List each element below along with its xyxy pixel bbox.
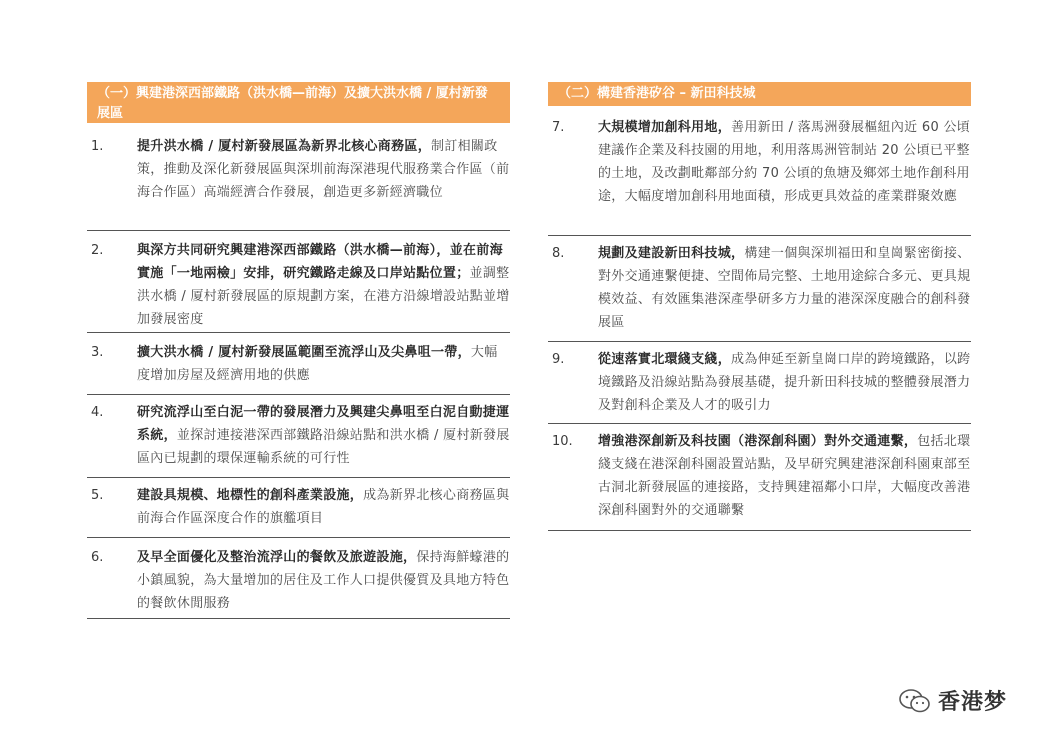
list-item xyxy=(87,123,510,231)
item-text xyxy=(598,242,971,341)
list-item xyxy=(87,538,510,619)
item-number: 3. xyxy=(91,345,104,360)
item-bold-text: 大規模增加創科用地， xyxy=(598,120,732,135)
item-text xyxy=(598,430,971,530)
item-number: 5. xyxy=(91,488,104,503)
item-text xyxy=(137,239,510,332)
item-bold-text: 研究流浮山至白泥一帶的發展潛力及興建尖鼻咀至白泥自動捷運系統， xyxy=(137,405,510,443)
section-header-innovation-city: （二）構建香港矽谷 – 新田科技城 xyxy=(548,82,971,106)
item-body-text: 構建一個與深圳福田和皇崗緊密銜接、對外交通連繫便捷、空間佈局完整、土地用途綜合多元、更具規模效益、有效匯集港深產學研多方力量的港深深度融合的創科發展區 xyxy=(598,246,971,330)
list-item xyxy=(548,236,971,342)
item-body-text: 保持海鮮蠔港的小鎮風貌，為大量增加的居住及工作人口提供優質及具地方特色的餐飲休閒服務 xyxy=(137,550,510,611)
item-body-text: 善用新田 / 落馬洲發展樞紐內近 60 公頃建議作企業及科技園的用地，利用落馬洲管制站 20 公頃已平整的土地，及改劃毗鄰部分約 70 公頃的魚塘及鄉郊土地作創科用途，大幅度增加創科用地面積，形成更具效益的產業群聚效應 xyxy=(598,120,971,204)
item-text xyxy=(137,135,510,230)
item-body-text: 成為新界北核心商務區與前海合作區深度合作的旗艦項目 xyxy=(137,488,510,526)
item-number: 9. xyxy=(552,352,565,367)
item-body-text: 制訂相關政策，推動及深化新發展區與深圳前海深港現代服務業合作區（前海合作區）高端經濟合作發展，創造更多新經濟職位 xyxy=(137,139,510,200)
item-bold-text: 規劃及建設新田科技城， xyxy=(598,246,745,261)
watermark xyxy=(898,685,1007,716)
item-body-text: 包括北環綫支綫在港深創科園設置站點，及早研究興建港深創科園東部至古洞北新發展區的連接路，支持興建福鄰小口岸，大幅度改善港深創科園對外的交通聯繫 xyxy=(598,434,971,518)
list-item xyxy=(548,106,971,236)
item-body-text: 成為伸延至新皇崗口岸的跨境鐵路，以跨境鐵路及沿線站點為發展基礎，提升新田科技城的整體發展潛力及對創科企業及人才的吸引力 xyxy=(598,352,971,413)
list-item xyxy=(548,424,971,531)
item-body-text: 並調整洪水橋 / 厦村新發展區的原規劃方案，在港方沿線增設站點並增加發展密度 xyxy=(137,266,510,327)
item-number: 8. xyxy=(552,246,565,261)
list-item xyxy=(548,342,971,424)
item-body-text: 並探討連接港深西部鐵路沿線站點和洪水橋 / 厦村新發展區內已規劃的環保運輸系統的可行性 xyxy=(137,428,510,466)
item-bold-text: 與深方共同研究興建港深西部鐵路（洪水橋—前海），並在前海實施「一地兩檢」安排，研究鐵路走線及口岸站點位置； xyxy=(137,243,503,281)
item-text xyxy=(598,116,971,235)
item-text xyxy=(137,401,510,477)
item-number: 4. xyxy=(91,405,104,420)
right-column xyxy=(548,82,971,531)
item-text xyxy=(137,341,510,394)
item-number: 2. xyxy=(91,243,104,258)
wechat-icon xyxy=(898,688,932,714)
list-item xyxy=(87,231,510,333)
list-item xyxy=(87,333,510,395)
item-text xyxy=(598,348,971,423)
item-number: 7. xyxy=(552,120,565,135)
item-bold-text: 及早全面優化及整治流浮山的餐飲及旅遊設施， xyxy=(137,550,417,565)
item-text xyxy=(137,484,510,537)
item-bold-text: 擴大洪水橋 / 厦村新發展區範圍至流浮山及尖鼻咀一帶， xyxy=(137,345,471,360)
item-number: 6. xyxy=(91,550,104,565)
item-text xyxy=(137,546,510,618)
watermark-text: 香港梦 xyxy=(938,690,1008,715)
item-bold-text: 提升洪水橋 / 厦村新發展區為新界北核心商務區， xyxy=(137,139,431,154)
list-item xyxy=(87,478,510,538)
section-header-west-rail: （一）興建港深西部鐵路（洪水橋—前海）及擴大洪水橋 / 厦村新發展區 xyxy=(87,82,510,123)
list-item xyxy=(87,395,510,478)
item-bold-text: 從速落實北環綫支綫， xyxy=(598,352,732,367)
item-body-text: 大幅度增加房屋及經濟用地的供應 xyxy=(137,345,498,383)
item-number: 10. xyxy=(552,434,573,449)
item-number: 1. xyxy=(91,139,104,154)
left-column xyxy=(87,82,510,619)
item-bold-text: 增強港深創新及科技園（港深創科園）對外交通連繫， xyxy=(598,434,918,449)
item-bold-text: 建設具規模、地標性的創科產業設施， xyxy=(137,488,364,503)
